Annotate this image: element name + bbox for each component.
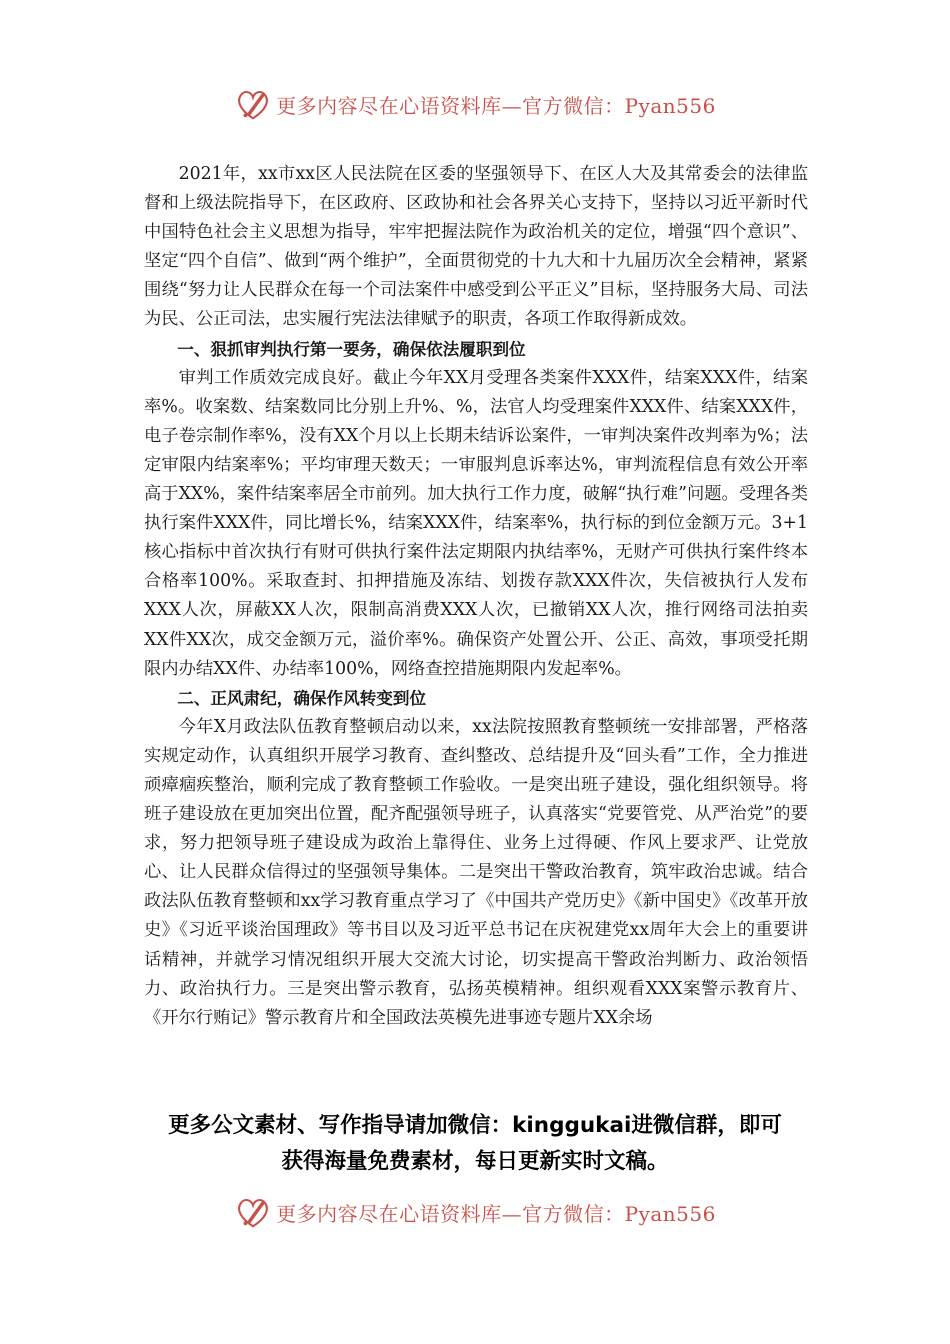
stylized-heart-pen-icon [234, 1193, 272, 1231]
brand-banner-text: 更多内容尽在心语资料库—官方微信：Pyan556 [276, 1201, 716, 1226]
brand-banner-text: 更多内容尽在心语资料库—官方微信：Pyan556 [276, 93, 716, 118]
section-heading: 一、狠抓审判执行第一要务，确保依法履职到位 [177, 339, 526, 359]
paragraph: 审判工作质效完成良好。截止今年XX月受理各类案件XXX件，结案XXX件，结案率%。收案数、结案数同比分别上升%、%，法官人均受理案件XXX件、结案XXX件，电子卷宗制作率%，没有XX个月以上长期未结诉讼案件，一审判决案件改判率为%；法定审限内结案率%；平均审理天数天；一审服判息诉率达%，审判流程信息有效公开率高于XX%，案件结案率居全市前列。加大执行工作力度，破解“执行难”问题。受理各类执行案件XXX件，同比增长%，结案XXX件，结案率%，执行标的到位金额万元。3+1核心指标中首次执行有财可供执行案件法定期限内执结率%，无财产可供执行案件终本合格率100%。采取查封、扣押措施及冻结、划拨存款XXX件次，失信被执行人发布XXX人次，屏蔽XX人次，限制高消费XXX人次，已撤销XX人次，推行网络司法拍卖XX件XX次，成交金额万元，溢价率%。确保资产处置公开、公正、高效，事项受托期限内办结XX件、办结率100%，网络查控措施期限内发起率%。 [144, 367, 808, 679]
promo-line: 获得海量免费素材，每日更新实时文稿。 [281, 1149, 669, 1174]
promo-notice [0, 1108, 950, 1180]
brand-banner-bottom [0, 1190, 950, 1234]
paragraph: 今年X月政法队伍教育整顿启动以来，xx法院按照教育整顿统一安排部署，严格落实规定动作，认真组织开展学习教育、查纠整改、总结提升及“回头看”工作，全力推进顽瘴痼疾整治，顺利完成了教育整顿工作验收。一是突出班子建设，强化组织领导。将班子建设放在更加突出位置，配齐配强领导班子，认真落实“党要管党、从严治党”的要求，努力把领导班子建设成为政治上靠得住、业务上过得硬、作风上要求严、让党放心、让人民群众信得过的坚强领导集体。二是突出干警政治教育，筑牢政治忠诚。结合政法队伍教育整顿和xx学习教育重点学习了《中国共产党历史》《新中国史》《改革开放史》《习近平谈治国理政》等书目以及习近平总书记在庆祝建党xx周年大会上的重要讲话精神，并就学习情况组织开展大交流大讨论，切实提高干警政治判断力、政治领悟力、政治执行力。三是突出警示教育，弘扬英模精神。组织观看XXX案警示教育片、《开尔行贿记》警示教育片和全国政法英模先进事迹专题片XX余场 [144, 716, 808, 1028]
paragraph: 2021年，xx市xx区人民法院在区委的坚强领导下、在区人大及其常委会的法律监督和上级法院指导下，在区政府、区政协和社会各界关心支持下，坚持以习近平新时代中国特色社会主义思想为指导，牢牢把握法院作为政治机关的定位，增强“四个意识”、坚定“四个自信”、做到“两个维护”，全面贯彻党的十九大和十九届历次全会精神，紧紧围绕“努力让人民群众在每一个司法案件中感受到公平正义”目标，坚持服务大局、司法为民、公正司法，忠实履行宪法法律赋予的职责，各项工作取得新成效。 [144, 164, 808, 330]
promo-line: 更多公文素材、写作指导请加微信：kinggukai进微信群，即可 [168, 1113, 782, 1138]
brand-banner-top [0, 82, 950, 126]
section-heading: 二、正风肃纪，确保作风转变到位 [177, 688, 427, 708]
document-body [144, 160, 808, 1033]
stylized-heart-pen-icon [234, 85, 272, 123]
